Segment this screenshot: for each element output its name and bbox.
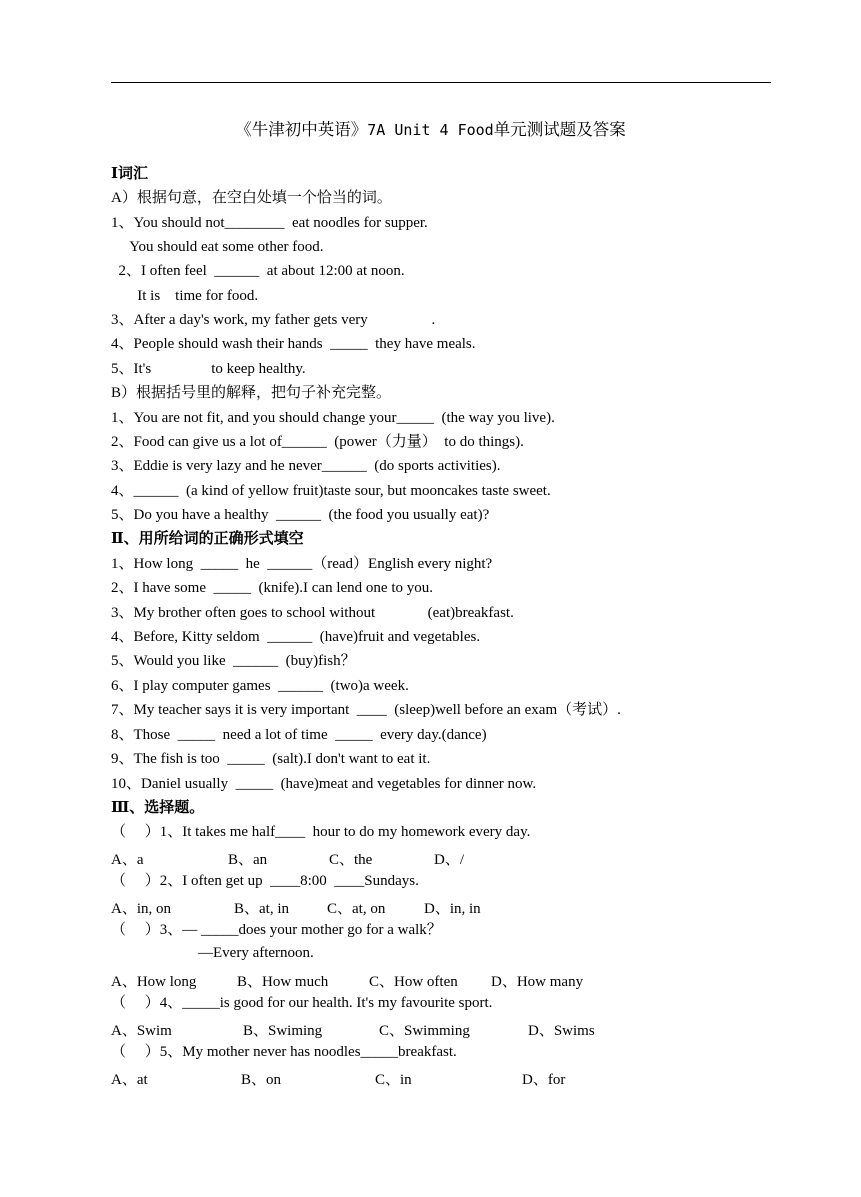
part-a-item: It is time for food. — [111, 288, 259, 304]
question-stem: （ ）2、I often get up ____8:00 ____Sundays. — [111, 873, 419, 889]
fill-item: 9、The fish is too _____ (salt).I don't want to eat it. — [111, 751, 431, 767]
fill-item: 2、I have some _____ (knife).I can lend one to you. — [111, 580, 433, 596]
option-c: C、in — [375, 1072, 412, 1088]
fill-item: 7、My teacher says it is very important ____ (sleep)well before an exam（考试）. — [111, 702, 621, 718]
option-d: D、How many — [491, 974, 584, 990]
option-c: C、How often — [369, 974, 458, 990]
fill-item: 5、Would you like ______ (buy)fish？ — [111, 653, 356, 669]
fill-item: 10、Daniel usually _____ (have)meat and vegetables for dinner now. — [111, 776, 537, 792]
section-2-heading: Ⅱ、用所给词的正确形式填空 — [111, 531, 304, 547]
fill-item: 1、How long _____ he ______（read）English every night? — [111, 556, 493, 572]
part-a-item: 2、I often feel ______ at about 12:00 at noon. — [111, 263, 405, 279]
option-a: A、at — [111, 1072, 148, 1088]
question-stem: （ ）1、It takes me half____ hour to do my homework every day. — [111, 824, 531, 840]
option-a: A、in, on — [111, 901, 172, 917]
option-d: D、/ — [434, 852, 465, 868]
part-b-item: 2、Food can give us a lot of______ (power（力量） to do things). — [111, 434, 524, 450]
fill-item: 6、I play computer games ______ (two)a week. — [111, 678, 409, 694]
option-b: B、Swiming — [243, 1023, 323, 1039]
option-b: B、How much — [237, 974, 329, 990]
fill-item: 8、Those _____ need a lot of time _____ every day.(dance) — [111, 727, 487, 743]
option-c: C、the — [329, 852, 373, 868]
part-b-item: 5、Do you have a healthy ______ (the food you usually eat)? — [111, 507, 490, 523]
option-a: A、How long — [111, 974, 197, 990]
title-prefix: 《牛津初中英语》 — [235, 120, 368, 139]
part-b-item: 4、______ (a kind of yellow fruit)taste sour, but mooncakes taste sweet. — [111, 483, 551, 499]
option-d: D、Swims — [528, 1023, 595, 1039]
question-stem: （ ）4、_____is good for our health. It's my favourite sport. — [111, 995, 493, 1011]
fill-item: 3、My brother often goes to school without (eat)breakfast. — [111, 605, 514, 621]
option-d: D、for — [522, 1072, 566, 1088]
option-c: C、Swimming — [379, 1023, 470, 1039]
fill-item: 4、Before, Kitty seldom ______ (have)fruit and vegetables. — [111, 629, 481, 645]
part-a-item: You should eat some other food. — [111, 239, 324, 255]
option-b: B、at, in — [234, 901, 289, 917]
question-stem: （ ）5、My mother never has noodles_____breakfast. — [111, 1044, 457, 1060]
part-a-item: 1、You should not________ eat noodles for supper. — [111, 215, 428, 231]
part-b-heading: B）根据括号里的解释，把句子补充完整。 — [111, 385, 392, 401]
option-c: C、at, on — [327, 901, 386, 917]
part-a-item: 5、It's to keep healthy. — [111, 361, 306, 377]
question-answer-line: —Every afternoon. — [198, 945, 314, 961]
option-b: B、on — [241, 1072, 282, 1088]
question-stem: （ ）3、— _____does your mother go for a walk？ — [111, 922, 442, 938]
section-1-heading: Ⅰ词汇 — [111, 166, 149, 182]
page-title — [0, 116, 861, 140]
part-a-item: 4、People should wash their hands _____ they have meals. — [111, 336, 476, 352]
part-b-item: 1、You are not fit, and you should change your_____ (the way you live). — [111, 410, 555, 426]
option-b: B、an — [228, 852, 268, 868]
part-a-item: 3、After a day's work, my father gets very . — [111, 312, 436, 328]
title-code: 7A Unit 4 Food — [367, 121, 494, 139]
title-suffix: 单元测试题及答案 — [493, 120, 626, 139]
part-a-heading: A）根据句意，在空白处填一个恰当的词。 — [111, 190, 392, 206]
option-a: A、a — [111, 852, 144, 868]
part-b-item: 3、Eddie is very lazy and he never______ (do sports activities). — [111, 458, 501, 474]
header-rule — [111, 82, 771, 83]
option-d: D、in, in — [424, 901, 481, 917]
section-3-heading: Ⅲ、选择题。 — [111, 800, 205, 816]
option-a: A、Swim — [111, 1023, 172, 1039]
